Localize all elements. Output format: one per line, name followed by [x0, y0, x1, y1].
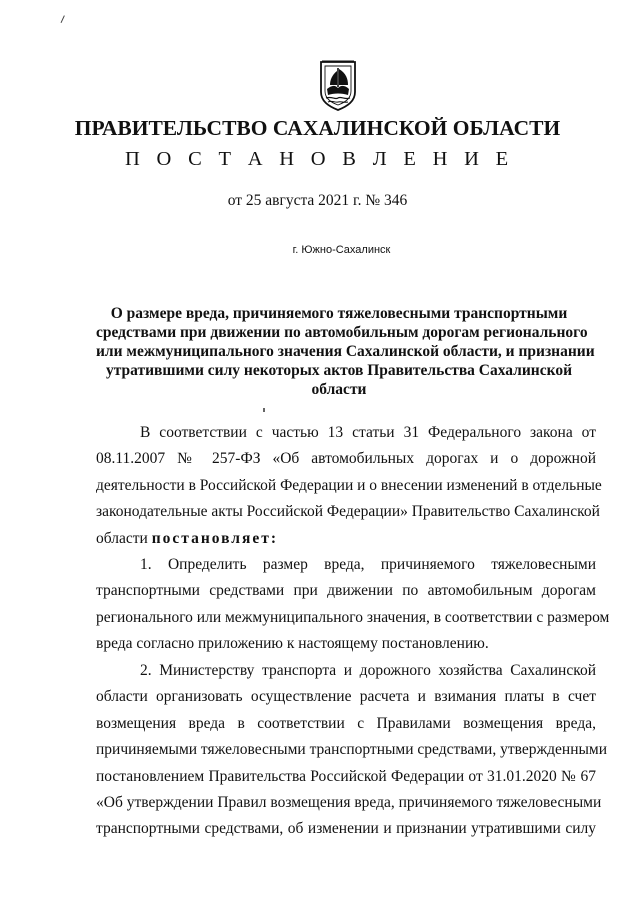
- document-date-number: от 25 августа 2021 г. № 346: [227, 192, 408, 209]
- paragraph-line: причиняемыми тяжеловесными транспортными средствами, утвержденными: [96, 741, 608, 759]
- document-city: г. Южно-Сахалинск: [292, 244, 391, 256]
- scan-mark: [61, 15, 69, 24]
- item-1-paragraph: [96, 552, 610, 658]
- preamble-final-word: области: [96, 529, 148, 547]
- paragraph-line: постановлением Правительства Российской Федерации от 31.01.2020 № 67: [96, 767, 596, 785]
- decree-word: постановляет:: [151, 529, 279, 547]
- document-title-line: утратившими силу некоторых актов Правительства Сахалинской: [105, 362, 573, 379]
- sakhalin-coat-of-arms-icon: [317, 58, 359, 111]
- document-type: П О С Т А Н О В Л Е Н И Е: [125, 148, 514, 170]
- paragraph-line: 2. Министерству транспорта и дорожного хозяйства Сахалинской: [140, 662, 596, 679]
- scan-speck: [263, 408, 265, 412]
- document-title-line: О размере вреда, причиняемого тяжеловесными транспортными: [110, 305, 568, 322]
- item-2-paragraph: [96, 658, 608, 843]
- government-name: ПРАВИТЕЛЬСТВО САХАЛИНСКОЙ ОБЛАСТИ: [74, 116, 561, 140]
- preamble-paragraph: [96, 420, 602, 552]
- document-title: [96, 304, 595, 399]
- paragraph-line: регионального или межмуниципального значения, в соответствии с размером: [96, 608, 610, 626]
- document-title-line: или межмуниципального значения Сахалинской области, и признании: [96, 343, 595, 360]
- paragraph-line: вреда согласно приложению к настоящему постановлению.: [96, 635, 489, 653]
- paragraph-line: В соответствии с частью 13 статьи 31 Федерального закона от: [140, 424, 596, 441]
- paragraph-line: «Об утверждении Правил возмещения вреда, причиняемого тяжеловесными: [96, 793, 602, 811]
- paragraph-line: области организовать осуществление расчета и взимания платы в счет: [96, 688, 596, 706]
- paragraph-line: возмещения вреда в соответствии с Правилами возмещения вреда,: [96, 714, 596, 732]
- paragraph-line: законодательные акты Российской Федерации» Правительство Сахалинской: [96, 503, 600, 521]
- paragraph-line: транспортными средствами при движении по автомобильным дорогам: [96, 582, 596, 600]
- document-title-line: средствами при движении по автомобильным дорогам регионального: [96, 324, 588, 341]
- paragraph-line: транспортными средствами, об изменении и признании утратившими силу: [96, 820, 596, 838]
- paragraph-line: 1. Определить размер вреда, причиняемого тяжеловесными: [140, 556, 596, 573]
- document-title-line: области: [311, 381, 367, 398]
- paragraph-line: деятельности в Российской Федерации и о внесении изменений в отдельные: [96, 476, 602, 494]
- paragraph-line: [96, 526, 596, 552]
- paragraph-line: 08.11.2007 № 257-ФЗ «Об автомобильных дорогах и о дорожной: [96, 450, 596, 468]
